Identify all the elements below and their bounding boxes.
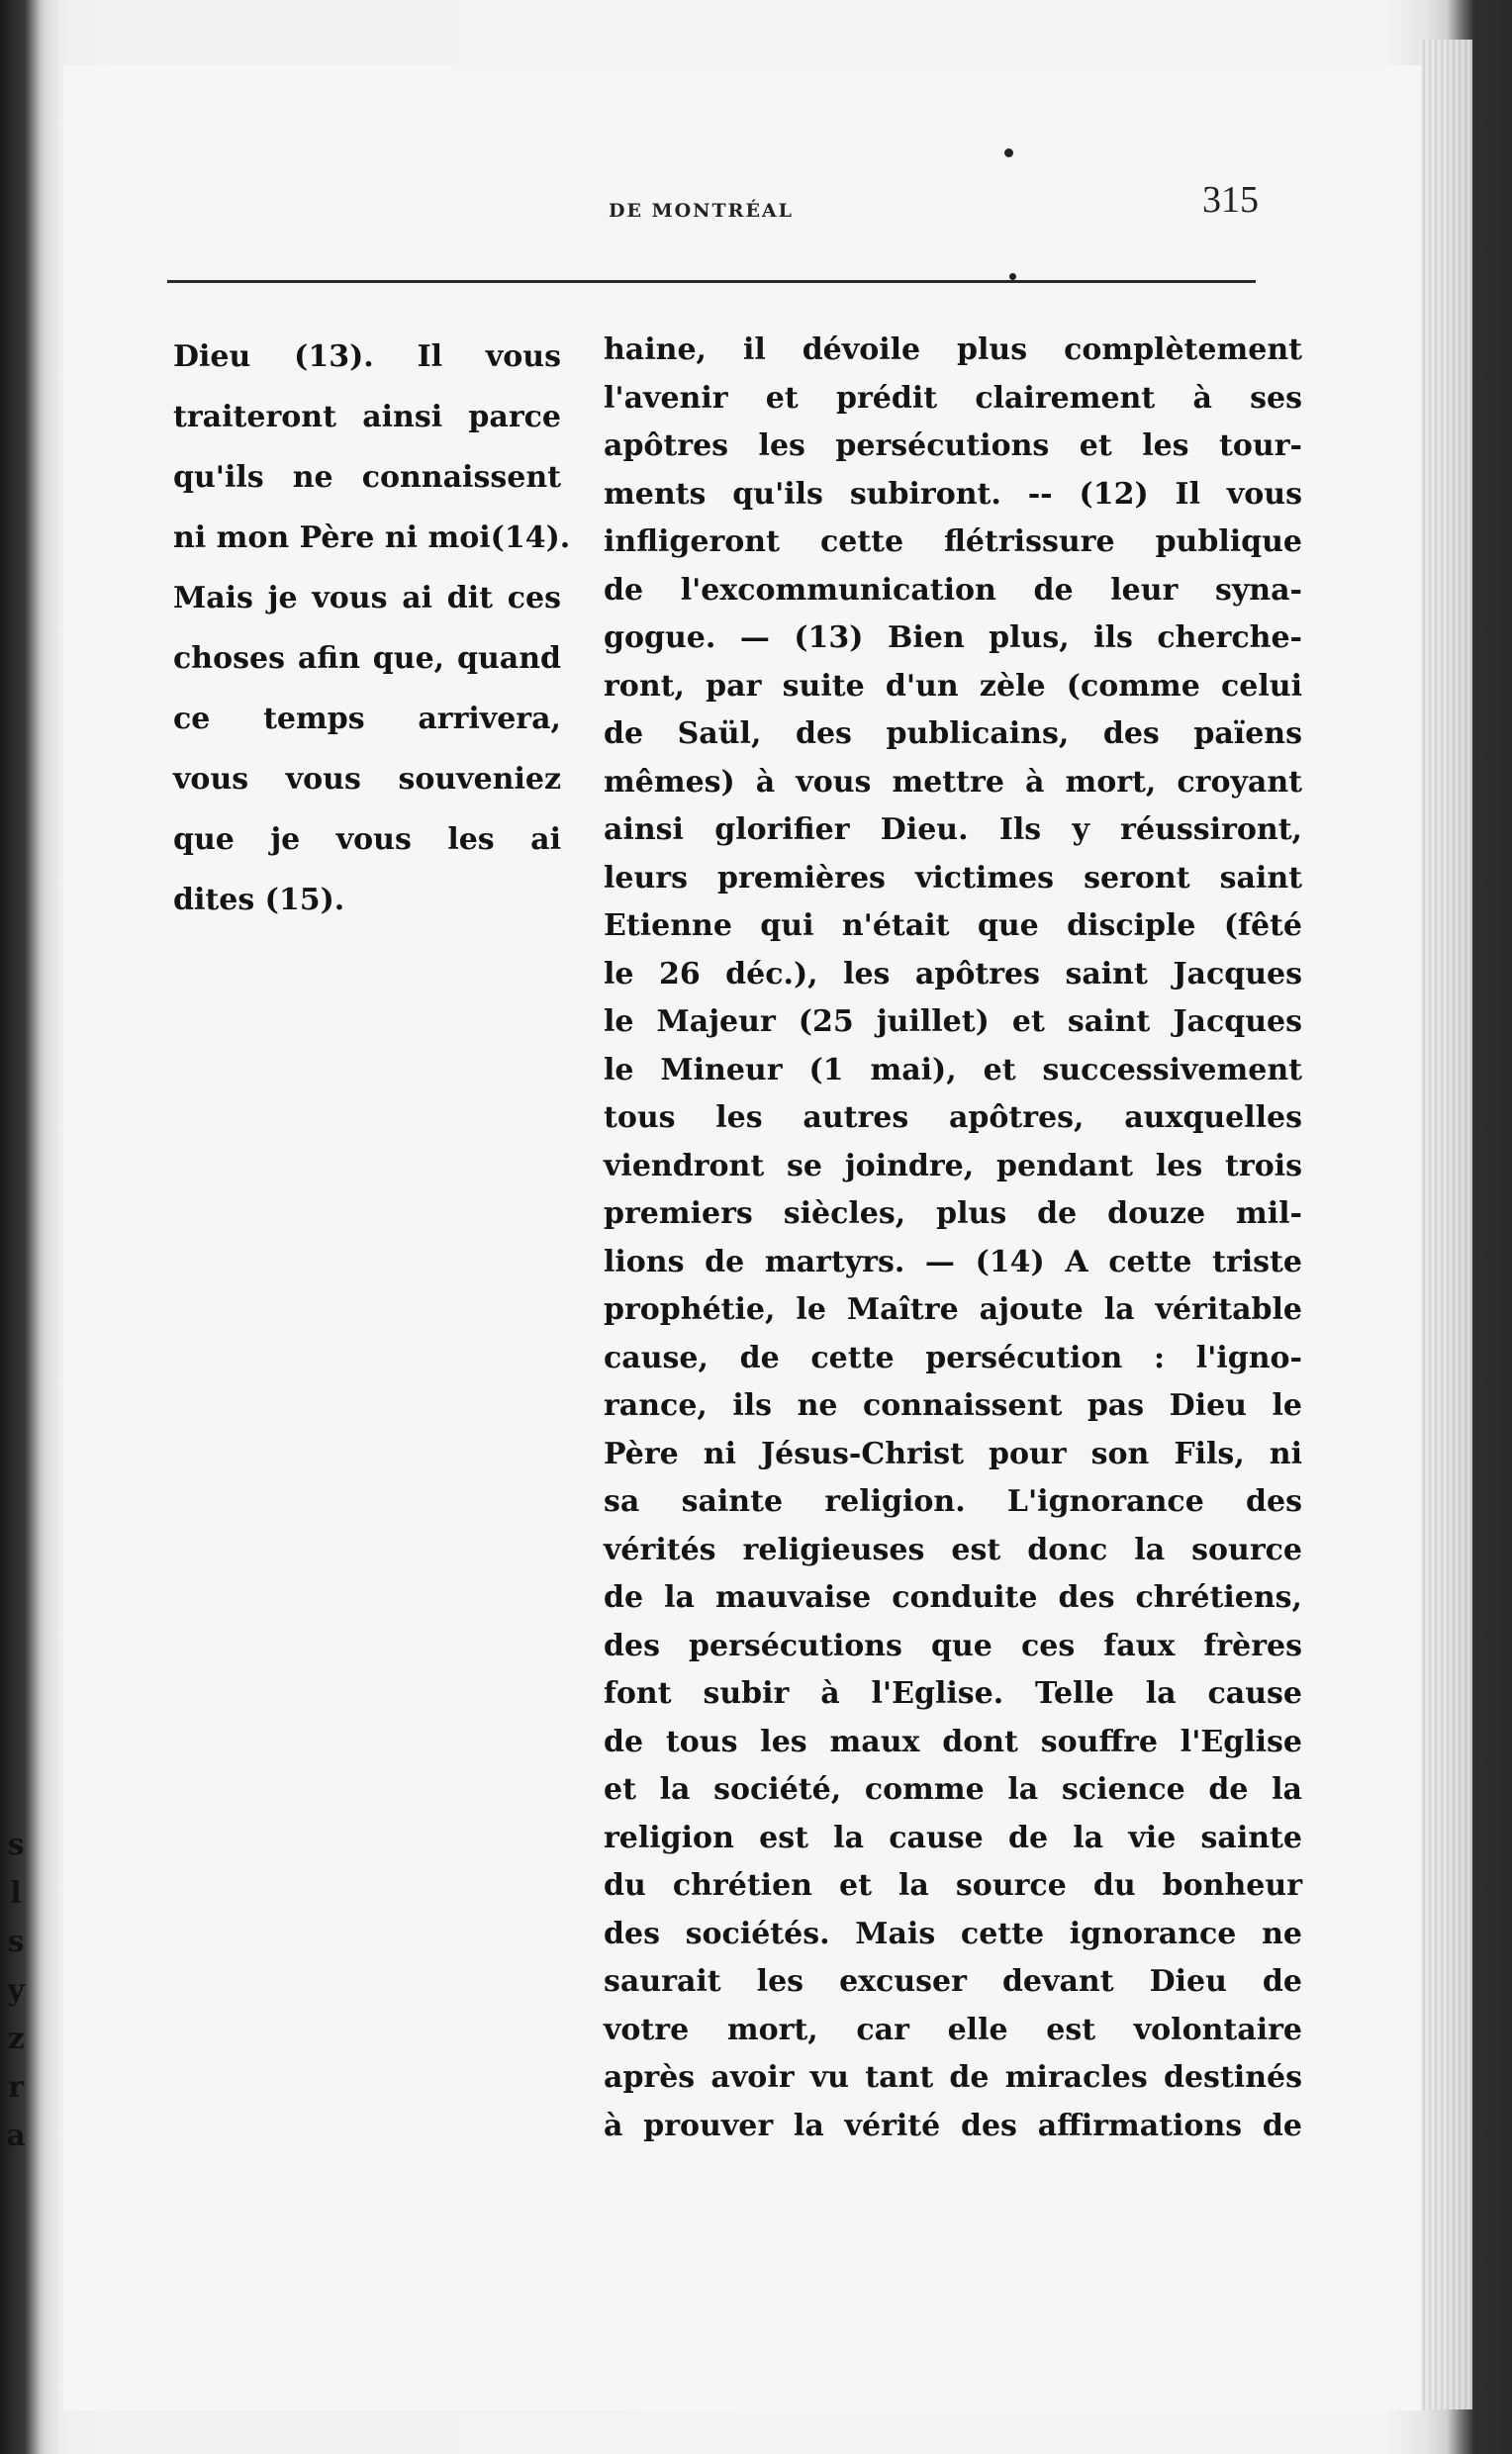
text-line: qu'ils ne connaissent bbox=[173, 460, 561, 495]
text-line: premiers siècles, plus de douze mil- bbox=[604, 1196, 1302, 1231]
text-line: lions de martyrs. — (14) A cette triste bbox=[604, 1244, 1302, 1279]
page-header bbox=[167, 170, 1259, 230]
text-line: votre mort, car elle est volontaire bbox=[604, 2012, 1302, 2047]
text-line: de tous les maux dont souffre l'Eglise bbox=[604, 1724, 1302, 1759]
page-stack-edge bbox=[1421, 40, 1472, 2409]
right-column bbox=[604, 327, 1302, 2150]
text-line: l'avenir et prédit clairement à ses bbox=[604, 380, 1302, 416]
text-line: de l'excommunication de leur syna- bbox=[604, 572, 1302, 608]
print-speck bbox=[1004, 148, 1013, 157]
text-line: des persécutions que ces faux frères bbox=[604, 1628, 1302, 1663]
text-line: mêmes) à vous mettre à mort, croyant bbox=[604, 764, 1302, 800]
text-line: de la mauvaise conduite des chrétiens, bbox=[604, 1580, 1302, 1615]
text-line: choses afin que, quand bbox=[173, 641, 561, 676]
fragment-char: s bbox=[7, 1828, 25, 1862]
text-line: Mais je vous ai dit ces bbox=[173, 581, 561, 615]
fragment-char: a bbox=[6, 2119, 26, 2153]
text-line: traiteront ainsi parce bbox=[173, 400, 561, 434]
text-line: ce temps arrivera, bbox=[173, 702, 561, 736]
text-line: haine, il dévoile plus complètement bbox=[604, 332, 1302, 367]
text-line: Père ni Jésus-Christ pour son Fils, ni bbox=[604, 1436, 1302, 1471]
text-line: cause, de cette persécution : l'igno- bbox=[604, 1340, 1302, 1375]
text-line: du chrétien et la source du bonheur bbox=[604, 1868, 1302, 1903]
text-line: vous vous souveniez bbox=[173, 762, 561, 797]
text-line: gogue. — (13) Bien plus, ils cherche- bbox=[604, 620, 1302, 655]
text-line: rance, ils ne connaissent pas Dieu le bbox=[604, 1388, 1302, 1423]
text-line: Etienne qui n'était que disciple (fêté bbox=[604, 908, 1302, 943]
fragment-char: r bbox=[8, 2070, 24, 2105]
text-line: dites (15). bbox=[173, 883, 345, 917]
running-head: DE MONTRÉAL bbox=[609, 200, 795, 222]
fragment-char: s bbox=[7, 1925, 25, 1959]
text-line: le 26 déc.), les apôtres saint Jacques bbox=[604, 956, 1302, 991]
fragment-char: l bbox=[10, 1876, 22, 1911]
header-rule bbox=[167, 280, 1256, 283]
text-line: ments qu'ils subiront. -- (12) Il vous bbox=[604, 476, 1302, 512]
text-line: de Saül, des publicains, des païens bbox=[604, 716, 1302, 751]
text-line: saurait les excuser devant Dieu de bbox=[604, 1964, 1302, 1999]
text-line: sa sainte religion. L'ignorance des bbox=[604, 1484, 1302, 1519]
fragment-char: z bbox=[7, 2022, 25, 2056]
text-line: à prouver la vérité des affirmations de bbox=[604, 2108, 1302, 2143]
text-line: Dieu (13). Il vous bbox=[173, 339, 561, 374]
fragment-char: y bbox=[7, 1973, 25, 2008]
text-line: que je vous les ai bbox=[173, 822, 561, 857]
text-line: font subir à l'Eglise. Telle la cause bbox=[604, 1676, 1302, 1711]
text-line: tous les autres apôtres, auxquelles bbox=[604, 1100, 1302, 1135]
text-line: prophétie, le Maître ajoute la véritable bbox=[604, 1292, 1302, 1327]
text-line: leurs premières victimes seront saint bbox=[604, 860, 1302, 896]
page-number: 315 bbox=[1202, 179, 1259, 221]
text-line: viendront se joindre, pendant les trois bbox=[604, 1148, 1302, 1183]
previous-page-fragment bbox=[2, 1821, 30, 2160]
text-line: des sociétés. Mais cette ignorance ne bbox=[604, 1916, 1302, 1951]
text-line: infligeront cette flétrissure publique bbox=[604, 524, 1302, 559]
text-line: vérités religieuses est donc la source bbox=[604, 1532, 1302, 1567]
text-line: le Majeur (25 juillet) et saint Jacques bbox=[604, 1004, 1302, 1039]
text-line: ainsi glorifier Dieu. Ils y réussiront, bbox=[604, 812, 1302, 847]
text-line: ni mon Père ni moi(14). bbox=[173, 520, 571, 555]
print-speck bbox=[1009, 273, 1016, 280]
text-line: après avoir vu tant de miracles destinés bbox=[604, 2060, 1302, 2095]
left-column bbox=[173, 327, 571, 930]
text-line: apôtres les persécutions et les tour- bbox=[604, 428, 1302, 463]
previous-page-edge bbox=[0, 0, 42, 2454]
text-line: le Mineur (1 mai), et successivement bbox=[604, 1052, 1302, 1087]
text-line: et la société, comme la science de la bbox=[604, 1772, 1302, 1807]
text-line: religion est la cause de la vie sainte bbox=[604, 1820, 1302, 1855]
text-line: ront, par suite d'un zèle (comme celui bbox=[604, 668, 1302, 704]
